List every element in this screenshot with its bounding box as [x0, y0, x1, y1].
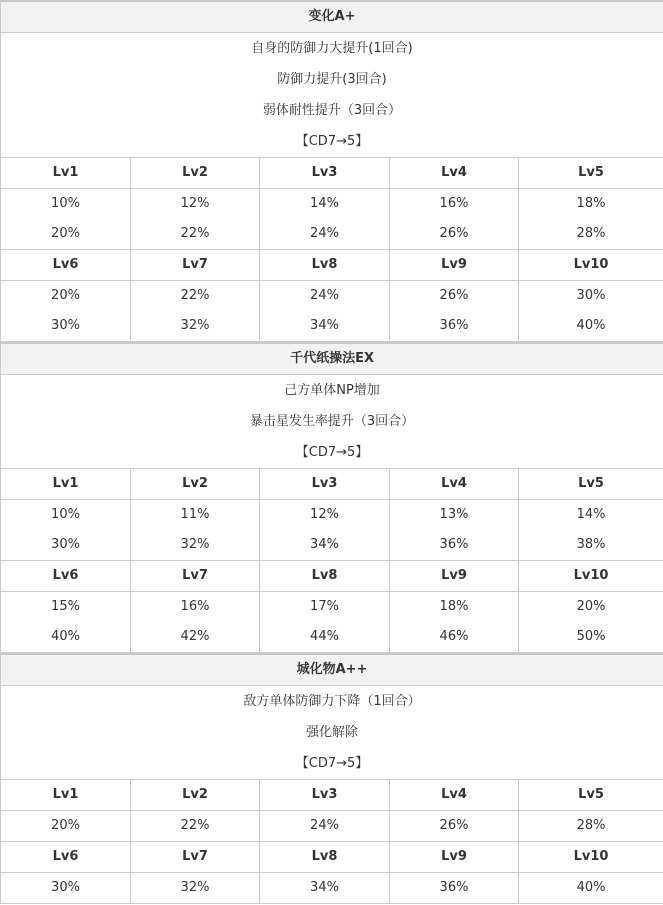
level-label: Lv4 — [390, 780, 519, 811]
level-label: Lv9 — [390, 561, 519, 592]
skill-table — [0, 342, 663, 653]
level-label: Lv7 — [131, 561, 260, 592]
cooldown-text: 【CD7→5】 — [295, 756, 369, 771]
value-cell: 26% — [390, 811, 519, 842]
level-label: Lv6 — [1, 561, 131, 592]
skill-effects — [1, 686, 663, 780]
value-cell: 10% — [1, 500, 131, 531]
level-label: Lv5 — [519, 158, 663, 189]
value-cell: 24% — [260, 281, 390, 312]
level-label: Lv6 — [1, 250, 131, 281]
level-label: Lv2 — [131, 780, 260, 811]
effect-text: 敌方单体防御力下降（1回合） — [243, 694, 421, 709]
value-cell: 30% — [519, 281, 663, 312]
level-header-row — [1, 469, 663, 500]
value-cell: 38% — [519, 530, 663, 561]
value-cell: 50% — [519, 622, 663, 653]
effect-text: 防御力提升(3回合) — [277, 72, 387, 87]
value-cell: 36% — [390, 311, 519, 342]
level-label: Lv3 — [260, 158, 390, 189]
level-header-row — [1, 158, 663, 189]
cooldown-text: 【CD7→5】 — [295, 134, 369, 149]
value-cell: 34% — [260, 530, 390, 561]
level-header-row — [1, 250, 663, 281]
value-row — [1, 189, 663, 220]
value-cell: 46% — [390, 622, 519, 653]
level-label: Lv10 — [519, 842, 663, 873]
value-cell: 40% — [1, 622, 131, 653]
value-cell: 20% — [1, 219, 131, 250]
value-cell: 14% — [519, 500, 663, 531]
level-label: Lv7 — [131, 842, 260, 873]
level-label: Lv9 — [390, 842, 519, 873]
skill-effects — [1, 33, 663, 158]
value-cell: 30% — [1, 873, 131, 904]
value-cell: 32% — [131, 530, 260, 561]
level-label: Lv2 — [131, 469, 260, 500]
level-label: Lv6 — [1, 842, 131, 873]
level-label: Lv3 — [260, 780, 390, 811]
value-cell: 12% — [131, 189, 260, 220]
effect-text: 自身的防御力大提升(1回合) — [251, 41, 413, 56]
skill-table — [0, 653, 663, 904]
value-cell: 42% — [131, 622, 260, 653]
level-label: Lv8 — [260, 250, 390, 281]
level-label: Lv9 — [390, 250, 519, 281]
level-header-row — [1, 780, 663, 811]
value-cell: 28% — [519, 219, 663, 250]
value-row — [1, 622, 663, 653]
value-cell: 22% — [131, 811, 260, 842]
level-label: Lv1 — [1, 469, 131, 500]
effect-text: 暴击星发生率提升（3回合） — [249, 414, 415, 429]
level-label: Lv5 — [519, 780, 663, 811]
value-cell: 20% — [519, 592, 663, 623]
level-label: Lv1 — [1, 158, 131, 189]
value-cell: 30% — [1, 311, 131, 342]
level-header-row — [1, 842, 663, 873]
value-cell: 22% — [131, 281, 260, 312]
value-cell: 34% — [260, 873, 390, 904]
value-cell: 24% — [260, 811, 390, 842]
value-row — [1, 311, 663, 342]
effect-text: 弱体耐性提升（3回合） — [262, 103, 402, 118]
value-cell: 13% — [390, 500, 519, 531]
value-row — [1, 873, 663, 904]
value-cell: 14% — [260, 189, 390, 220]
value-cell: 12% — [260, 500, 390, 531]
cooldown-text: 【CD7→5】 — [295, 445, 369, 460]
skill-name: 城化物A++ — [1, 654, 663, 686]
value-cell: 18% — [390, 592, 519, 623]
effect-text: 强化解除 — [306, 725, 359, 740]
value-cell: 10% — [1, 189, 131, 220]
skill-name: 千代纸操法EX — [1, 343, 663, 375]
value-cell: 26% — [390, 219, 519, 250]
level-label: Lv10 — [519, 561, 663, 592]
value-row — [1, 530, 663, 561]
value-row — [1, 592, 663, 623]
level-label: Lv7 — [131, 250, 260, 281]
value-row — [1, 811, 663, 842]
value-cell: 32% — [131, 873, 260, 904]
value-cell: 24% — [260, 219, 390, 250]
level-header-row — [1, 561, 663, 592]
value-cell: 20% — [1, 811, 131, 842]
value-cell: 16% — [131, 592, 260, 623]
level-label: Lv10 — [519, 250, 663, 281]
value-cell: 44% — [260, 622, 390, 653]
value-cell: 36% — [390, 530, 519, 561]
value-row — [1, 500, 663, 531]
level-label: Lv3 — [260, 469, 390, 500]
value-cell: 22% — [131, 219, 260, 250]
value-row — [1, 281, 663, 312]
value-cell: 34% — [260, 311, 390, 342]
level-label: Lv4 — [390, 158, 519, 189]
skill-effects — [1, 375, 663, 469]
level-label: Lv1 — [1, 780, 131, 811]
value-cell: 30% — [1, 530, 131, 561]
value-cell: 28% — [519, 811, 663, 842]
effect-text: 己方单体NP增加 — [284, 383, 380, 398]
value-cell: 36% — [390, 873, 519, 904]
value-cell: 18% — [519, 189, 663, 220]
level-label: Lv8 — [260, 842, 390, 873]
value-cell: 40% — [519, 311, 663, 342]
value-cell: 20% — [1, 281, 131, 312]
level-label: Lv2 — [131, 158, 260, 189]
value-row — [1, 219, 663, 250]
value-cell: 15% — [1, 592, 131, 623]
value-cell: 11% — [131, 500, 260, 531]
value-cell: 16% — [390, 189, 519, 220]
value-cell: 40% — [519, 873, 663, 904]
level-label: Lv5 — [519, 469, 663, 500]
value-cell: 17% — [260, 592, 390, 623]
value-cell: 32% — [131, 311, 260, 342]
skill-table — [0, 0, 663, 342]
level-label: Lv4 — [390, 469, 519, 500]
level-label: Lv8 — [260, 561, 390, 592]
skill-name: 变化A+ — [1, 1, 663, 33]
value-cell: 26% — [390, 281, 519, 312]
